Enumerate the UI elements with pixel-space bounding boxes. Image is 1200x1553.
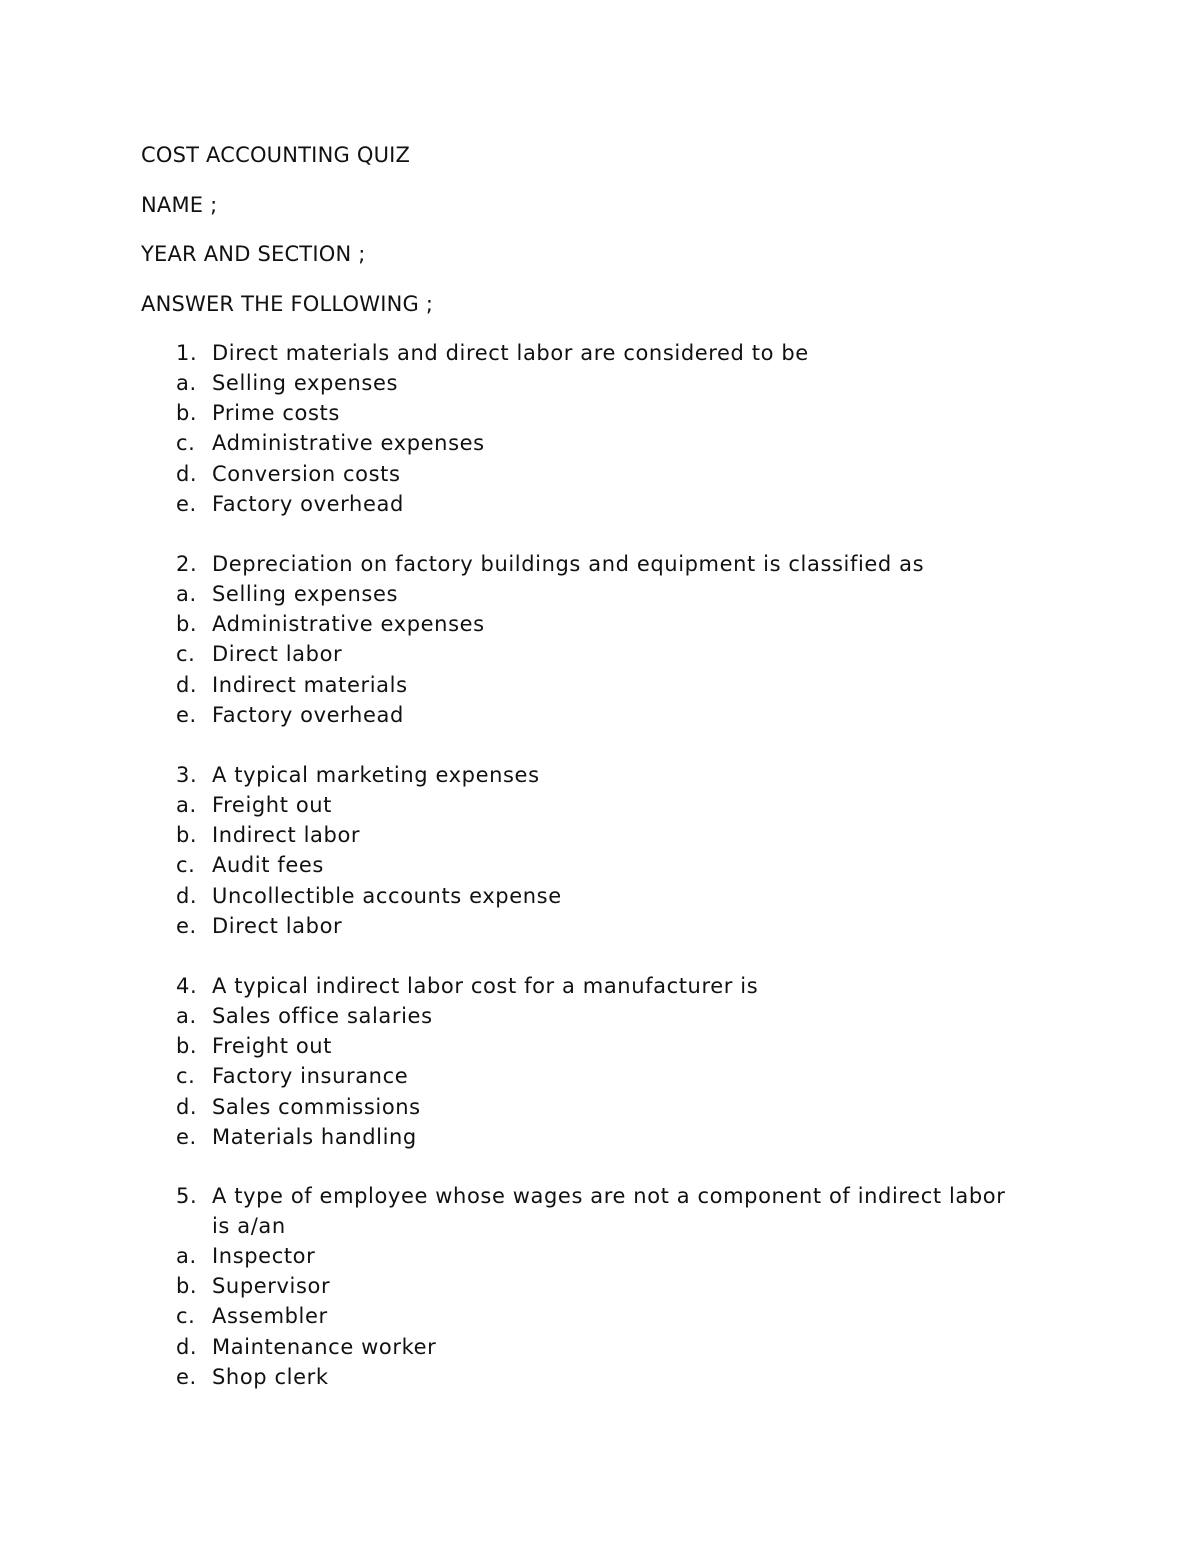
option-e <box>176 1122 1036 1152</box>
option-text: Direct labor <box>212 913 343 938</box>
option-b <box>176 1031 1036 1061</box>
option-letter: d. <box>176 461 198 486</box>
option-letter: a. <box>176 1004 197 1028</box>
option-text: Factory insurance <box>212 1064 409 1089</box>
quiz-title: COST ACCOUNTING QUIZ <box>141 143 411 167</box>
option-letter: d. <box>176 1334 198 1359</box>
option-d <box>176 459 1036 489</box>
option-letter: e. <box>176 1124 197 1149</box>
option-letter: b. <box>176 401 198 426</box>
option-letter: a. <box>176 371 197 395</box>
option-letter: b. <box>176 612 198 637</box>
option-a <box>176 368 1036 398</box>
option-d <box>176 1332 1026 1362</box>
option-letter: c. <box>176 642 196 667</box>
option-text: Selling expenses <box>212 371 399 395</box>
option-text: Uncollectible accounts expense <box>212 883 562 908</box>
option-letter: d. <box>176 883 198 908</box>
question-stem <box>176 760 1036 790</box>
option-letter: e. <box>176 491 197 516</box>
option-text: Prime costs <box>212 401 340 426</box>
question-5 <box>176 1181 1026 1392</box>
option-text: Factory overhead <box>212 702 404 727</box>
option-letter: e. <box>176 702 197 727</box>
option-text: Administrative expenses <box>212 431 485 456</box>
option-text: Assembler <box>212 1304 328 1329</box>
option-a <box>176 579 1036 609</box>
option-letter: b. <box>176 823 198 848</box>
option-b <box>176 820 1036 850</box>
option-letter: c. <box>176 431 196 456</box>
option-text: Sales commissions <box>212 1094 421 1119</box>
question-number: 3. <box>176 763 198 787</box>
option-letter: b. <box>176 1034 198 1059</box>
option-d <box>176 670 1036 700</box>
option-letter: c. <box>176 1064 196 1089</box>
option-text: Factory overhead <box>212 491 404 516</box>
option-letter: c. <box>176 1304 196 1329</box>
option-text: Indirect materials <box>212 672 408 697</box>
option-e <box>176 911 1036 941</box>
question-number: 4. <box>176 974 198 998</box>
option-b <box>176 398 1036 428</box>
option-c <box>176 428 1036 458</box>
option-text: Materials handling <box>212 1124 417 1149</box>
instruction-text: ANSWER THE FOLLOWING ; <box>141 292 434 316</box>
option-text: Inspector <box>212 1244 316 1268</box>
option-text: Freight out <box>212 1034 333 1059</box>
question-text: A typical indirect labor cost for a manufacturer is <box>212 974 759 998</box>
question-number: 1. <box>176 341 198 365</box>
option-text: Freight out <box>212 793 333 817</box>
option-letter: e. <box>176 913 197 938</box>
option-text: Audit fees <box>212 853 324 878</box>
option-a <box>176 1001 1036 1031</box>
option-d <box>176 881 1036 911</box>
option-c <box>176 639 1036 669</box>
option-b <box>176 609 1036 639</box>
option-text: Maintenance worker <box>212 1334 437 1359</box>
option-letter: a. <box>176 793 197 817</box>
option-letter: d. <box>176 672 198 697</box>
option-text: Selling expenses <box>212 582 399 606</box>
option-text: Supervisor <box>212 1274 331 1299</box>
question-3 <box>176 760 1036 941</box>
option-letter: e. <box>176 1364 197 1389</box>
question-text: A typical marketing expenses <box>212 763 540 787</box>
option-e <box>176 700 1036 730</box>
question-text: A type of employee whose wages are not a component of indirect labor is a/an <box>212 1184 1006 1238</box>
option-letter: d. <box>176 1094 198 1119</box>
option-text: Indirect labor <box>212 823 361 848</box>
option-text: Administrative expenses <box>212 612 485 637</box>
year-section-label: YEAR AND SECTION ; <box>141 242 366 266</box>
option-text: Direct labor <box>212 642 343 667</box>
option-c <box>176 850 1036 880</box>
option-letter: a. <box>176 1244 197 1268</box>
question-number: 5. <box>176 1184 198 1208</box>
option-letter: c. <box>176 853 196 878</box>
name-label: NAME ; <box>141 193 218 217</box>
option-d <box>176 1092 1036 1122</box>
question-stem <box>176 338 1036 368</box>
option-text: Shop clerk <box>212 1364 329 1389</box>
option-a <box>176 790 1036 820</box>
question-text: Depreciation on factory buildings and equipment is classified as <box>212 552 925 576</box>
question-text: Direct materials and direct labor are considered to be <box>212 341 809 365</box>
option-c <box>176 1061 1036 1091</box>
option-b <box>176 1271 1026 1301</box>
option-e <box>176 489 1036 519</box>
option-a <box>176 1241 1026 1271</box>
question-4 <box>176 971 1036 1152</box>
option-text: Sales office salaries <box>212 1004 433 1028</box>
question-2 <box>176 549 1036 730</box>
question-stem <box>176 971 1036 1001</box>
option-c <box>176 1301 1026 1331</box>
question-stem <box>176 1181 1026 1241</box>
option-letter: b. <box>176 1274 198 1299</box>
option-letter: a. <box>176 582 197 606</box>
question-stem <box>176 549 1036 579</box>
option-text: Conversion costs <box>212 461 401 486</box>
question-number: 2. <box>176 552 198 576</box>
option-e <box>176 1362 1026 1392</box>
question-1 <box>176 338 1036 519</box>
